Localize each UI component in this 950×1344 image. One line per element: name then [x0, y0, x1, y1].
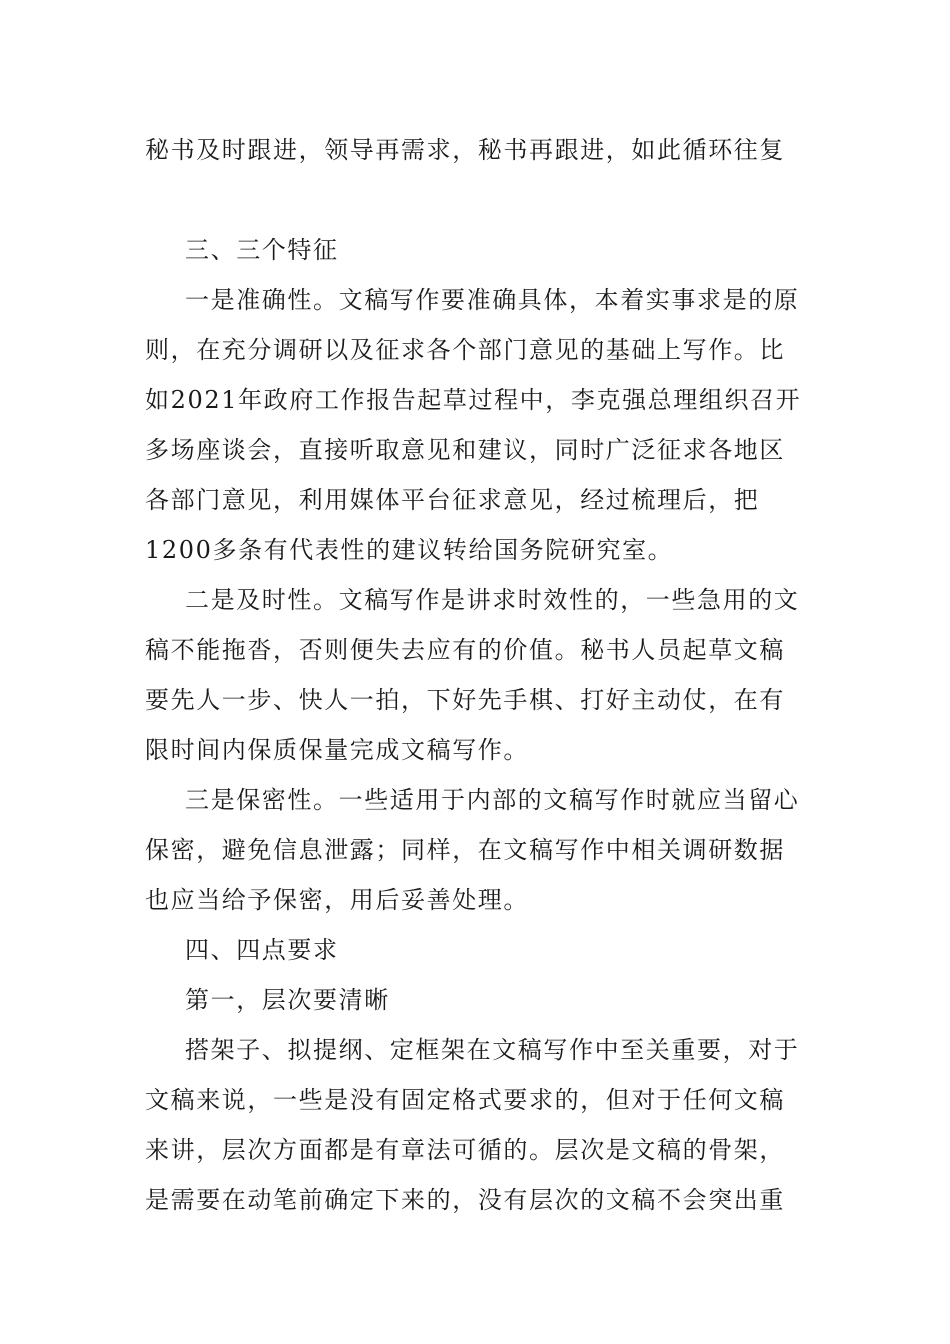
paragraph-line: 1200多条有代表性的建议转给国务院研究室。	[145, 536, 674, 564]
paragraph-line: 限时间内保质保量完成文稿写作。	[145, 736, 529, 764]
paragraph-line: 要先人一步、快人一拍，下好先手棋、打好主动仗，在有	[145, 686, 785, 714]
paragraph-line: 保密，避免信息泄露；同样，在文稿写作中相关调研数据	[145, 836, 785, 864]
paragraph-line: 则，在充分调研以及征求各个部门意见的基础上写作。比	[145, 336, 785, 364]
paragraph-line: 是需要在动笔前确定下来的，没有层次的文稿不会突出重	[145, 1186, 785, 1214]
paragraph-line: 三是保密性。一些适用于内部的文稿写作时就应当留心	[185, 786, 800, 814]
paragraph-line: 搭架子、拟提纲、定框架在文稿写作中至关重要，对于	[185, 1036, 800, 1064]
section-heading: 四、四点要求	[185, 936, 339, 964]
paragraph-line: 多场座谈会，直接听取意见和建议，同时广泛征求各地区	[145, 436, 785, 464]
paragraph-line: 稿不能拖沓，否则便失去应有的价值。秘书人员起草文稿	[145, 636, 785, 664]
paragraph-line: 各部门意见，利用媒体平台征求意见，经过梳理后，把	[145, 486, 760, 514]
paragraph-line: 一是准确性。文稿写作要准确具体，本着实事求是的原	[185, 286, 800, 314]
paragraph-line: 也应当给予保密，用后妥善处理。	[145, 886, 529, 914]
subsection-heading: 第一，层次要清晰	[185, 986, 390, 1014]
paragraph-line: 文稿来说，一些是没有固定格式要求的，但对于任何文稿	[145, 1086, 785, 1114]
paragraph-line: 二是及时性。文稿写作是讲求时效性的，一些急用的文	[185, 586, 800, 614]
paragraph-line: 秘书及时跟进，领导再需求，秘书再跟进，如此循环往复	[145, 136, 785, 164]
paragraph-line: 如2021年政府工作报告起草过程中，李克强总理组织召开	[145, 386, 802, 414]
section-heading: 三、三个特征	[185, 236, 339, 264]
paragraph-line: 来讲，层次方面都是有章法可循的。层次是文稿的骨架，	[145, 1136, 785, 1164]
